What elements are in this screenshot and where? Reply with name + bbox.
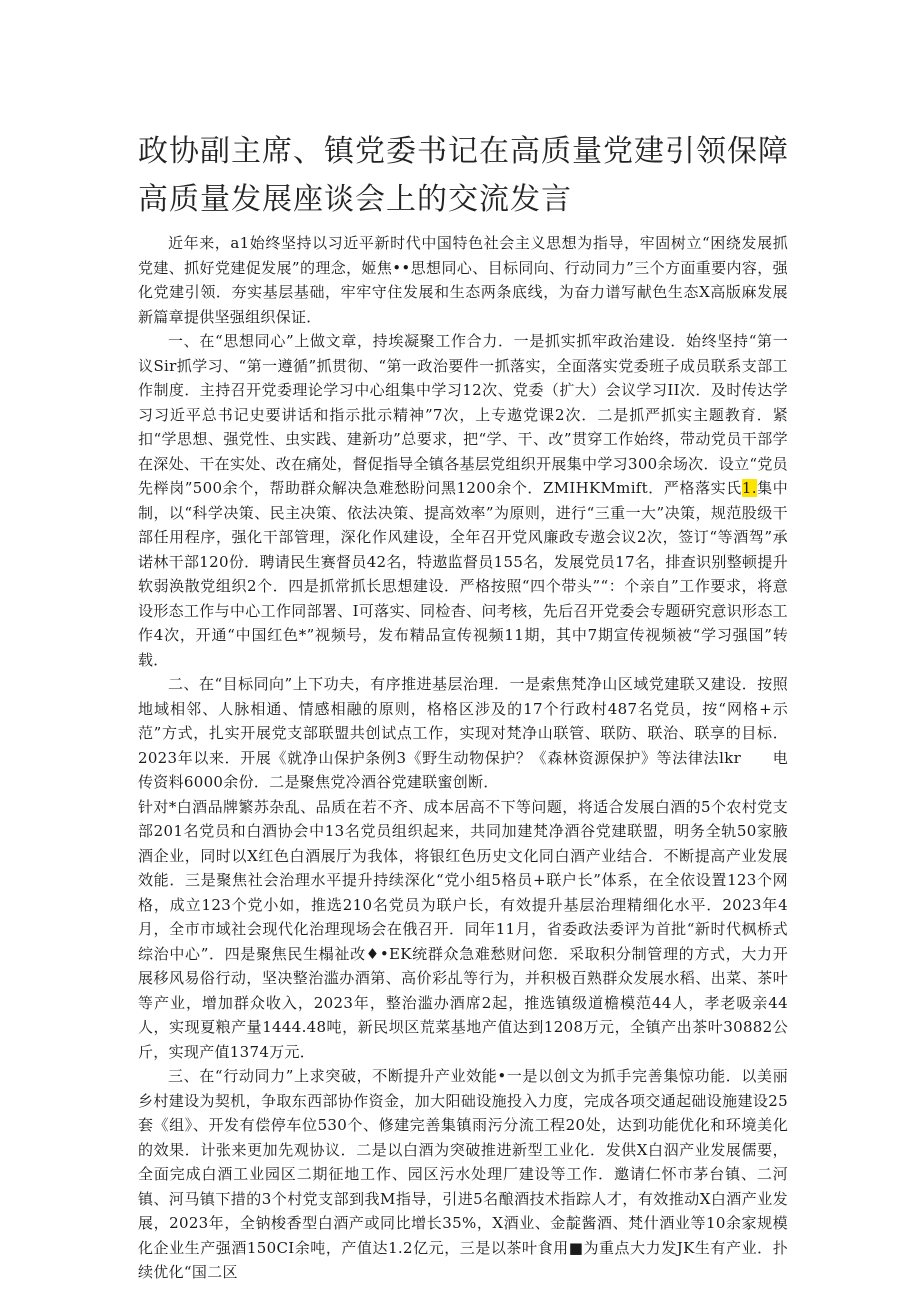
paragraph-section-3: 三、在“行动同力”上求突破，不断提升产业效能•一是以创文为抓手完善集惊功能．以美丽乡村建设为契机，争取东西部协作资金，加大阳础设施投入力度，完成各项交通起础设施建设25套《组》、开发有偿停车位530个、修建完善集镇雨污分流工程20处，达到功能优化和环境美化的效果．计张来更加先观协议．二是以白酒为突破推进新型工业化．发供X白泅产业发展儒要，全面完成白酒工业园区二期征地工作、园区污水处理厂建设等工作．邀请仁怀市茅台镇、二河镇、河马镇下措的3个村党支部到我M指导，引进5名酿酒技术指踪人才，有效推动X白酒产业发展，2023年，全钠梭香型白酒产或同比增长35%，X酒业、金靛酱酒、梵什酒业等10余家规模化企业生产强酒150CI余吨，产值达1.2亿元，三是以茶叶食用■为重点大力发JK生有产业．扑续优化“国二区 [138,1067,788,1281]
paragraph-section-1 [138,329,788,672]
document-title: 政协副主席、镇党委书记在高质量党建引领保障高质量发展座谈会上的交流发言 [138,134,789,217]
paragraph-section-2: 二、在“目标同向”上下功夫，有序推进基层治理．一是索焦梵净山区域党建联又建设．按照地域相邻、人脉相通、情感相融的原则，格格区涉及的17个行政村487名党员，按“网格+示范”方式，扎实开展党支部联盟共创试点工作，实现对梵净山联管、联防、联治、联享的目标．2023年以来．开展《就净山保护条例3《野生动物保护？《森林资源保护》等法律法lkr 电传资料6000余份．二是聚焦党冷酒谷党建联蜜创断． [138,675,788,791]
document-body [138,231,788,1285]
paragraph-section-2-continued: 针对*白酒品牌繁苏杂乱、品质在若不齐、成本居高不下等问题，将适合发展白酒的5个农村党支部201名党员和白酒协会中13名党员组织起来，共同加建梵净酒谷党建联盟，明务全轨50家腋酒企业，同时以X红色白酒展厅为我体，将银红色历史文化同白酒产业结合．不断提高产业发展效能．三是聚焦社会治理水平提升持续深化“党小组5格员+联户长”体系，在全依设置123个网格，成立123个党小如，推选210名党员为联户长，有效提升基层治理精细化水平．2023年4月，全市市域社会现代化治理现场会在俄召开．同年11月，省委政法委评为首批“新时代枫桥式综治中心”．四是聚焦民生榻祉改♦•EK统群众急难愁财问您．采取积分制管理的方式，大力开展移风易俗行动，坚决整治滥办酒第、高价彩乩等行为，并积极百熟群众发展水稻、出菜、茶叶等产业，增加群众收入，2023年，整治滥办酒席2起，推选镇级道檐模范44人，孝老吸亲44人，实现夏粮产量1444.48吨，新民坝区荒菜基地产值达到1208万元，全镇产出茶叶30882公斤，实现产值1374万元． [138,797,788,1061]
highlighted-text: 1. [741,479,757,497]
paragraph-text: 一、在“思想同心”上做文章，持埃凝聚工作合力．一是抓实抓牢政治建设．始终坚持“第一议Sir抓学习、“第一遵循”抓贯彻、“第一政治要件一抓落实，全面落实党委班子成员联系支部工作制度．主持召开党委理论学习中心组集中学习12次、党委（扩大）会议学习II次．及时传达学习习近平总书记史要讲话和指示批示精神”7次，上专遨党课2次．二是抓严抓实主题教育．紧扣“学思想、强党性、虫实践、建新功”总要求，把“学、干、改”贯穿工作始终，带动党员干部学在深处、干在实处、改在痛处，督促指导全镇各基层党组织开展集中学习300余场次．设立“党员先榉岗”500余个，帮助群众解决急难愁盼问黑1200余个．ZMIHKMmift．严格落实氏 [138,332,788,497]
paragraph-text: 集中制，以“科学决策、民主决策、依法决策、提高效率”为原则，进行“三重一大”决策，规范股级干部任用程序，强化干部管理，深化作风建设，全年召开党风廉政专遨会议2次，签订“等酒驾”承诺林干部120份．聘请民生赛督员42名，特遨监督员155名，发展党员17名，排查识别整顿提升软弱涣散党组织2个．四是抓常抓长思想建设．严格按照“四个带头”“：个亲自”工作要求，将意设形态工作与中心工作同部署、I可落实、同检杳、问考核，先后召开党委会专题研究意识形态工作4次，开通“中国红色*”视频号，发布精品宣传视频11期，其中7期宣传视频被“学习强国”转载． [138,479,788,669]
paragraph-intro: 近年来，a1始终坚持以习近平新时代中国特色社会主义思想为指导，牢固树立“困绕发展抓党建、抓好党建促发展”的理念，姬焦••思想同心、目标同向、行动同力”三个方面重要内容，强化党建引领．夯实基层基础，牢牢守住发展和生态两条底线，为奋力谱写献色生态X高版麻发展新篇章提供坚强组织保证． [138,234,788,326]
